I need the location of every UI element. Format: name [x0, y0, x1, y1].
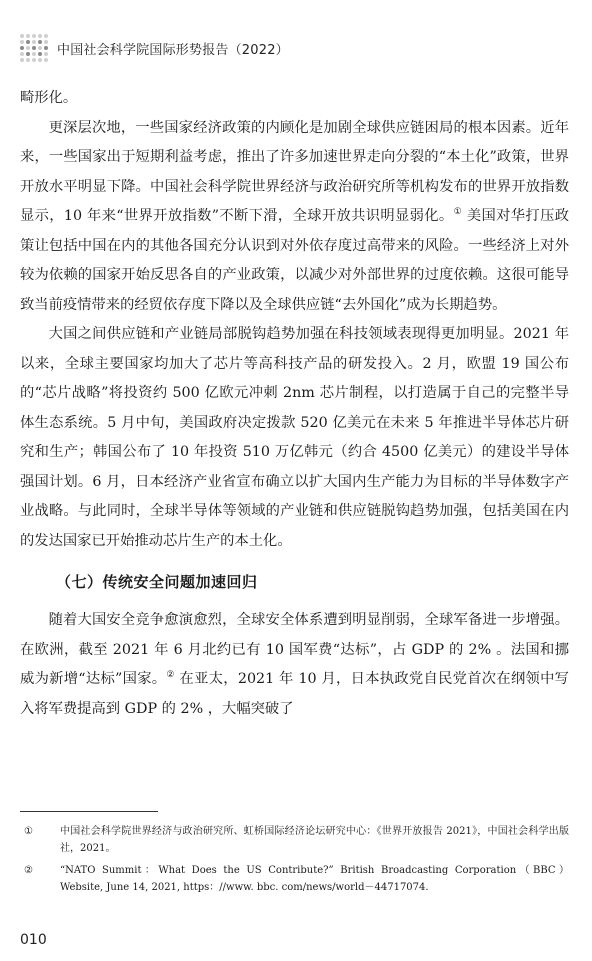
header-title: 中国社会科学院国际形势报告（2022） — [57, 42, 289, 58]
running-header — [20, 34, 289, 62]
body-text — [20, 84, 569, 724]
footnote-ref-1[interactable]: ① — [453, 207, 462, 218]
section-heading: （七）传统安全问题加速回归 — [56, 573, 258, 591]
footnote-text: “NATO Summit：What Does the US Contribute?” British Broadcasting Corporation（BBC） Website, June 14, 2021, https：//www. bbc. com/news/world－44717074. — [60, 865, 569, 893]
paragraph-continued: 畸形化。 — [20, 90, 78, 106]
dot-grid-logo-icon — [20, 34, 49, 63]
paragraph-policy-inward — [20, 114, 569, 321]
footnote-ref-2[interactable]: ② — [166, 670, 175, 681]
footnote-text: 中国社会科学院世界经济与政治研究所、虹桥国际经济论坛研究中心：《世界开放报告 2021》，中国社会科学出版社，2021。 — [60, 826, 569, 854]
paragraph-tech-decoupling: 大国之间供应链和产业链局部脱钩趋势加强在科技领域表现得更加明显。2021 年以来，全球主要国家均加大了芯片等高科技产品的研发投入。2 月，欧盟 19 国公布的“芯片战略”将投资约 500 亿欧元冲刺 2nm 芯片制程，以打造属于自己的完整半导体生态系统。5 月中旬，美国政府决定拨款 520 亿美元在未来 5 年推进半导体芯片研究和生产；韩国公布了 10 年投资 510 万亿韩元（约合 4500 亿美元）的建设半导体强国计划。6 月，日本经济产业省宣布确立以扩大国内生产能力为目标的半导体数字产业战略。与此同时，全球半导体等领域的产业链和供应链脱钩趋势加强，包括美国在内的发达国家已开始推动芯片生产的本土化。 — [20, 326, 569, 549]
footnote-divider — [20, 811, 158, 812]
paragraph-security — [20, 606, 569, 724]
footnote-mark: ① — [24, 826, 33, 837]
footnote-item — [20, 862, 569, 896]
paragraph-text: 随着大国安全竞争愈演愈烈，全球安全体系遭到明显削弱，全球军备进一步增强。在欧洲，截至 2021 年 6 月北约已有 10 国军费“达标”，占 GDP 的 2% 。法国和挪威为新增“达标”国家。 — [20, 612, 569, 687]
paragraph-text: 在亚太，2021 年 10 月，日本执政党自民党首次在纲领中写入将军费提高到 GDP 的 2% ，大幅突破了 — [20, 671, 569, 717]
footnote-item — [20, 823, 569, 857]
paragraph-text: 更深层次地，一些国家经济政策的内顾化是加剧全球供应链困局的根本因素。近年来，一些国家出于短期利益考虑，推出了许多加速世界走向分裂的“本土化”政策，世界开放水平明显下降。中国社会科学院世界经济与政治研究所等机构发布的世界开放指数显示，10 年来“世界开放指数”不断下滑，全球开放共识明显弱化。 — [20, 119, 569, 224]
paragraph-text: 美国对华打压政策让包括中国在内的其他各国充分认识到对外依存度过高带来的风险。一些经济上对外较为依赖的国家开始反思各自的产业政策，以减少对外部世界的过度依赖。这很可能导致当前疫情带来的经贸依存度下降以及全球供应链“去外国化”成为长期趋势。 — [20, 208, 570, 313]
page-number: 010 — [20, 932, 47, 948]
footnotes — [20, 823, 569, 901]
footnote-mark: ② — [24, 865, 33, 876]
